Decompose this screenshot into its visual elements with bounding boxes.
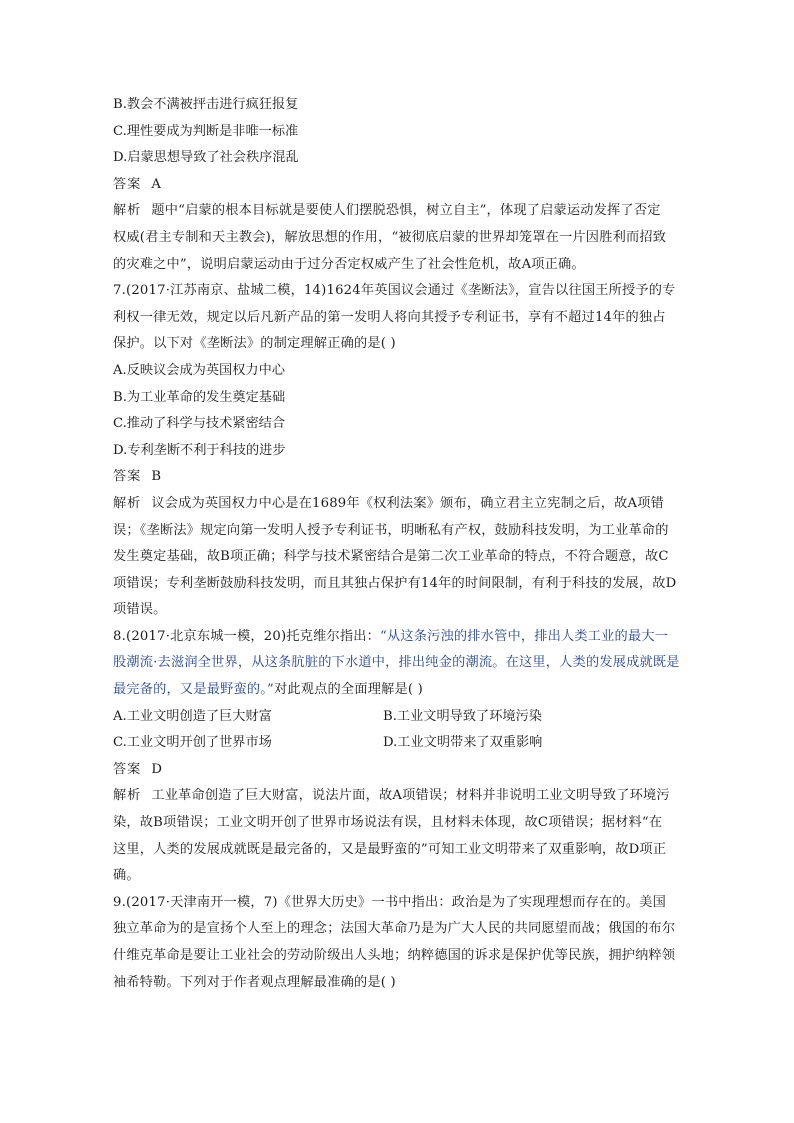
analysis-label: 解析 [113, 495, 142, 511]
stem-question: 对此观点的全面理解是( ) [274, 682, 423, 698]
q8-answer [113, 757, 703, 784]
answer-value: B [151, 469, 162, 485]
q7-option-a: A.反映议会成为英国权力中心 [113, 362, 285, 378]
analysis-line: 确。 [113, 868, 140, 884]
q7-option-b: B.为工业革命的发生奠定基础 [113, 389, 286, 405]
answer-label: 答案 [113, 176, 142, 192]
analysis-label: 解析 [113, 203, 142, 219]
answer-label: 答案 [113, 761, 142, 777]
stem-line: 袖希特勒。下列对于作者观点理解最准确的是( ) [113, 974, 396, 990]
q8-stem [113, 624, 703, 704]
q6-analysis [113, 198, 703, 278]
q8-option-d: D.工业文明带来了双重影响 [383, 735, 543, 751]
q8-option-c: C.工业文明开创了世界市场 [113, 735, 272, 751]
q8-options-row-2 [113, 730, 703, 757]
analysis-line: 议会成为英国权力中心是在1689年《权利法案》颁布，确立君主立宪制之后，故A项错 [151, 495, 665, 511]
analysis-label: 解析 [113, 788, 142, 804]
q7-option-d: D.专利垄断不利于科技的进步 [113, 442, 286, 458]
q8-analysis [113, 783, 703, 889]
analysis-line: 项错误。 [113, 602, 167, 618]
answer-value: D [151, 761, 162, 777]
analysis-line: 工业革命创造了巨大财富，说法片面，故A项错误；材料并非说明工业文明导致了环境污 [151, 788, 670, 804]
stem-line: 利权一律无效，规定以后凡新产品的第一发明人将向其授予专利证书，享有不超过14年的独占 [113, 309, 666, 325]
stem-prefix: 8.(2017·北京东城一模，20)托克维尔指出： [113, 628, 381, 644]
analysis-line: 误；《垄断法》规定向第一发明人授予专利证书，明晰私有产权，鼓励科技发明，为工业革命的 [113, 522, 669, 538]
q7-answer [113, 464, 703, 491]
analysis-line: 权威(君主专制和天主教会)，解放思想的作用，“被彻底启蒙的世界却笼罩在一片因胜利而招致 [113, 229, 667, 245]
analysis-line: 染，故B项错误；工业文明开创了世界市场说法有误，且材料未体现，故C项错误；据材料“在 [113, 815, 663, 831]
q8-option-a: A.工业文明创造了巨大财富 [113, 708, 272, 724]
stem-line: 独立革命为的是宣扬个人至上的理念；法国大革命乃是为广大人民的共同愿望而战；俄国的布尔 [113, 921, 676, 937]
q7-analysis [113, 491, 703, 624]
stem-quote: 最完备的，又是最野蛮的。” [113, 682, 274, 698]
q6-option-c: C.理性要成为判断是非唯一标准 [113, 123, 299, 139]
stem-quote: 股潮流·去滋润全世界，从这条肮脏的下水道中，排出纯金的潮流。在这里，人类的发展成就既是 [113, 655, 680, 671]
analysis-line: 这里，人类的发展成就既是最完备的，又是最野蛮的”可知工业文明带来了双重影响，故D项正 [113, 841, 667, 857]
q6-option-d: D.启蒙思想导致了社会秩序混乱 [113, 150, 299, 166]
q8-option-b: B.工业文明导致了环境污染 [383, 708, 542, 724]
stem-line: 保护。以下对《垄断法》的制定理解正确的是( ) [113, 336, 396, 352]
answer-label: 答案 [113, 469, 142, 485]
stem-quote: “从这条污浊的排水管中，排出人类工业的最大一 [380, 628, 669, 644]
analysis-line: 题中“启蒙的根本目标就是要使人们摆脱恐惧，树立自主”，体现了启蒙运动发挥了否定 [151, 203, 661, 219]
q7-option-c: C.推动了科学与技术紧密结合 [113, 416, 286, 432]
analysis-line: 的灾难之中”，说明启蒙运动由于过分否定权威产生了社会性危机，故A项正确。 [113, 256, 585, 272]
stem-line: 9.(2017·天津南开一模，7)《世界大历史》一书中指出：政治是为了实现理想而存在的。美国 [113, 894, 666, 910]
q6-option-b: B.教会不满被抨击进行疯狂报复 [113, 97, 299, 112]
answer-value: A [151, 176, 161, 192]
stem-line: 7.(2017·江苏南京、盐城二模，14)1624年英国议会通过《垄断法》，宣告以往国王所授予的专 [113, 283, 676, 299]
analysis-line: 项错误；专利垄断鼓励科技发明，而且其独占保护有14年的时间限制，有利于科技的发展，故D [113, 575, 677, 591]
q6-answer [113, 172, 703, 199]
q7-stem [113, 278, 703, 358]
stem-line: 什维克革命是要让工业社会的劳动阶级出人头地；纳粹德国的诉求是保护优等民族，拥护纳粹领 [113, 948, 676, 963]
q8-options-row-1 [113, 704, 703, 731]
document-page [113, 92, 703, 996]
analysis-line: 发生奠定基础，故B项正确；科学与技术紧密结合是第二次工业革命的特点，不符合题意，故C [113, 549, 669, 565]
q9-stem [113, 890, 703, 996]
